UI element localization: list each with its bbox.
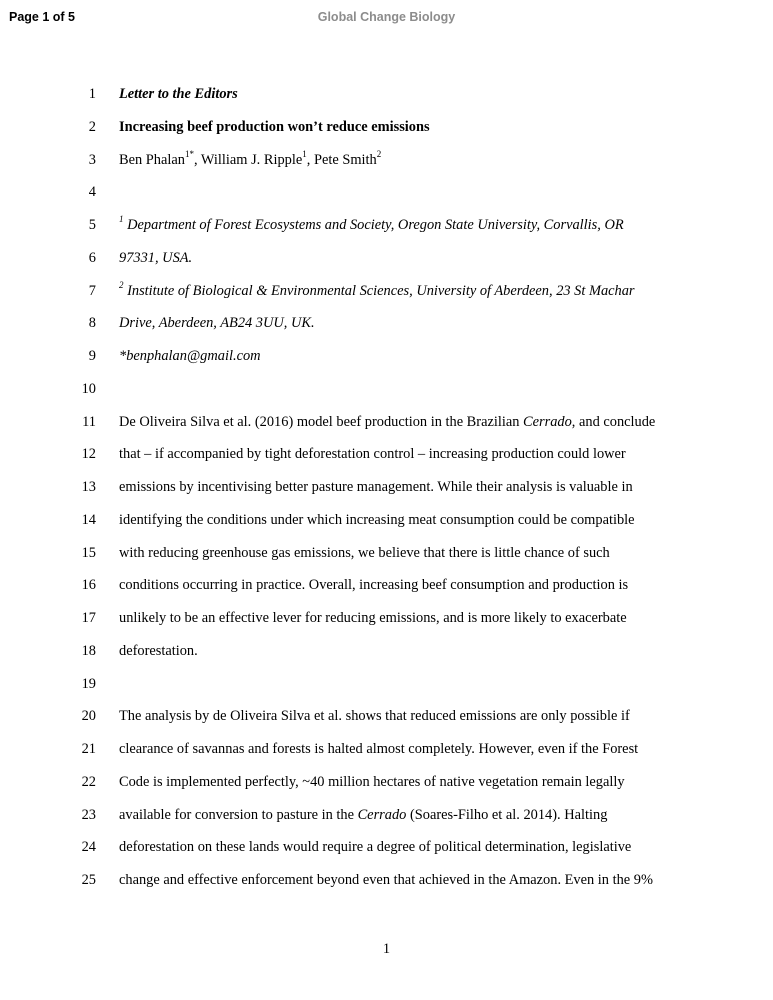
body-text: change and effective enforcement beyond even that achieved in the Amazon. Even in the 9% bbox=[119, 872, 653, 888]
line-number: 8 bbox=[88, 315, 96, 332]
manuscript-line bbox=[0, 118, 773, 151]
body-text: available for conversion to pasture in the Cerrado (Soares-Filho et al. 2014). Halting bbox=[119, 806, 608, 823]
manuscript-line bbox=[0, 576, 773, 609]
manuscript-body bbox=[0, 85, 773, 904]
manuscript-line bbox=[0, 478, 773, 511]
line-number: 3 bbox=[88, 151, 96, 168]
corresponding-email: *benphalan@gmail.com bbox=[119, 348, 261, 364]
body-text: De Oliveira Silva et al. (2016) model beef production in the Brazilian Cerrado, and conclude bbox=[119, 413, 656, 430]
line-number: 16 bbox=[81, 577, 96, 594]
line-number: 6 bbox=[88, 249, 96, 266]
affiliation-marker: 2 bbox=[376, 148, 382, 159]
line-number: 11 bbox=[82, 413, 96, 430]
manuscript-line bbox=[0, 279, 773, 315]
line-number: 7 bbox=[88, 282, 96, 299]
line-number: 22 bbox=[81, 773, 96, 790]
manuscript-line bbox=[0, 148, 773, 184]
body-text: Code is implemented perfectly, ~40 million hectares of native vegetation remain legally bbox=[119, 773, 625, 790]
line-number: 2 bbox=[88, 118, 96, 135]
manuscript-line bbox=[0, 249, 773, 282]
line-number: 5 bbox=[88, 217, 96, 233]
page-indicator: Page 1 of 5 bbox=[9, 10, 75, 24]
affiliation-1: $^1$ Department of Forest Ecosystems and Society, Oregon State University, Corvallis, OR bbox=[119, 214, 624, 233]
line-number: 13 bbox=[81, 479, 96, 495]
line-number: 1 bbox=[88, 86, 96, 102]
article-title: Increasing beef production won’t reduce emissions bbox=[119, 118, 430, 135]
body-text: deforestation. bbox=[119, 642, 198, 659]
author-separator: , bbox=[193, 151, 201, 168]
manuscript-line bbox=[0, 511, 773, 544]
affiliation-marker: 1* bbox=[184, 148, 194, 159]
line-number: 18 bbox=[81, 642, 96, 659]
italic-term: Cerrado bbox=[523, 413, 572, 430]
affiliation-marker: 1 bbox=[119, 214, 124, 225]
line-number: 19 bbox=[81, 675, 96, 692]
affiliation-marker: 2 bbox=[119, 279, 124, 290]
author-name: Ben Phalan bbox=[119, 151, 185, 168]
line-number: 4 bbox=[88, 184, 96, 201]
manuscript-line bbox=[0, 806, 773, 839]
line-number: 25 bbox=[81, 872, 96, 888]
line-number: 10 bbox=[81, 380, 96, 397]
manuscript-line bbox=[0, 773, 773, 806]
body-text: deforestation on these lands would require a degree of political determination, legislative bbox=[119, 839, 632, 856]
manuscript-line bbox=[0, 675, 773, 708]
manuscript-line bbox=[0, 413, 773, 446]
affiliation-marker: 1 bbox=[302, 148, 307, 159]
author-separator: , bbox=[306, 151, 314, 168]
manuscript-line bbox=[0, 544, 773, 577]
body-text: emissions by incentivising better pasture management. While their analysis is valuable in bbox=[119, 479, 633, 495]
line-number: 24 bbox=[81, 839, 96, 856]
manuscript-line bbox=[0, 85, 773, 118]
author-name: Pete Smith bbox=[313, 151, 377, 168]
manuscript-line bbox=[0, 642, 773, 675]
affiliation-2-cont: Drive, Aberdeen, AB24 3UU, UK. bbox=[119, 315, 315, 332]
line-number: 21 bbox=[81, 741, 96, 757]
body-text: The analysis by de Oliveira Silva et al. shows that reduced emissions are only possible if bbox=[119, 708, 630, 725]
body-text: that – if accompanied by tight deforestation control – increasing production could lower bbox=[119, 446, 626, 463]
manuscript-line bbox=[0, 609, 773, 642]
letter-type: Letter to the Editors bbox=[119, 86, 238, 102]
manuscript-line bbox=[0, 871, 773, 904]
body-text: identifying the conditions under which increasing meat consumption could be compatible bbox=[119, 511, 635, 528]
line-number: 17 bbox=[81, 610, 96, 626]
affiliation-1-cont: 97331, USA. bbox=[119, 249, 193, 266]
author-list bbox=[119, 148, 382, 169]
manuscript-line bbox=[0, 183, 773, 216]
line-number: 9 bbox=[88, 348, 96, 364]
line-number: 20 bbox=[81, 708, 96, 725]
journal-name: Global Change Biology bbox=[317, 10, 456, 24]
body-text: clearance of savannas and forests is halted almost completely. However, even if the Forest bbox=[119, 741, 639, 757]
manuscript-line bbox=[0, 707, 773, 740]
manuscript-line bbox=[0, 314, 773, 347]
line-number: 23 bbox=[81, 806, 96, 823]
manuscript-line bbox=[0, 740, 773, 773]
manuscript-line bbox=[0, 380, 773, 413]
page-number: 1 bbox=[382, 941, 391, 957]
italic-term: Cerrado bbox=[357, 806, 407, 823]
manuscript-line bbox=[0, 347, 773, 380]
page-header bbox=[0, 10, 773, 30]
body-text: with reducing greenhouse gas emissions, we believe that there is little chance of such bbox=[119, 544, 610, 561]
manuscript-line bbox=[0, 216, 773, 249]
author-name: William J. Ripple bbox=[200, 151, 303, 168]
manuscript-line bbox=[0, 838, 773, 871]
manuscript-line bbox=[0, 445, 773, 478]
line-number: 14 bbox=[81, 511, 96, 528]
line-number: 15 bbox=[81, 544, 96, 561]
body-text: unlikely to be an effective lever for reducing emissions, and is more likely to exacerbate bbox=[119, 610, 627, 626]
affiliation-2: $^2$ Institute of Biological & Environmental Sciences, University of Aberdeen, 23 St Machar bbox=[119, 279, 635, 299]
body-text: conditions occurring in practice. Overall, increasing beef consumption and production is bbox=[119, 577, 629, 594]
line-number: 12 bbox=[81, 446, 96, 463]
